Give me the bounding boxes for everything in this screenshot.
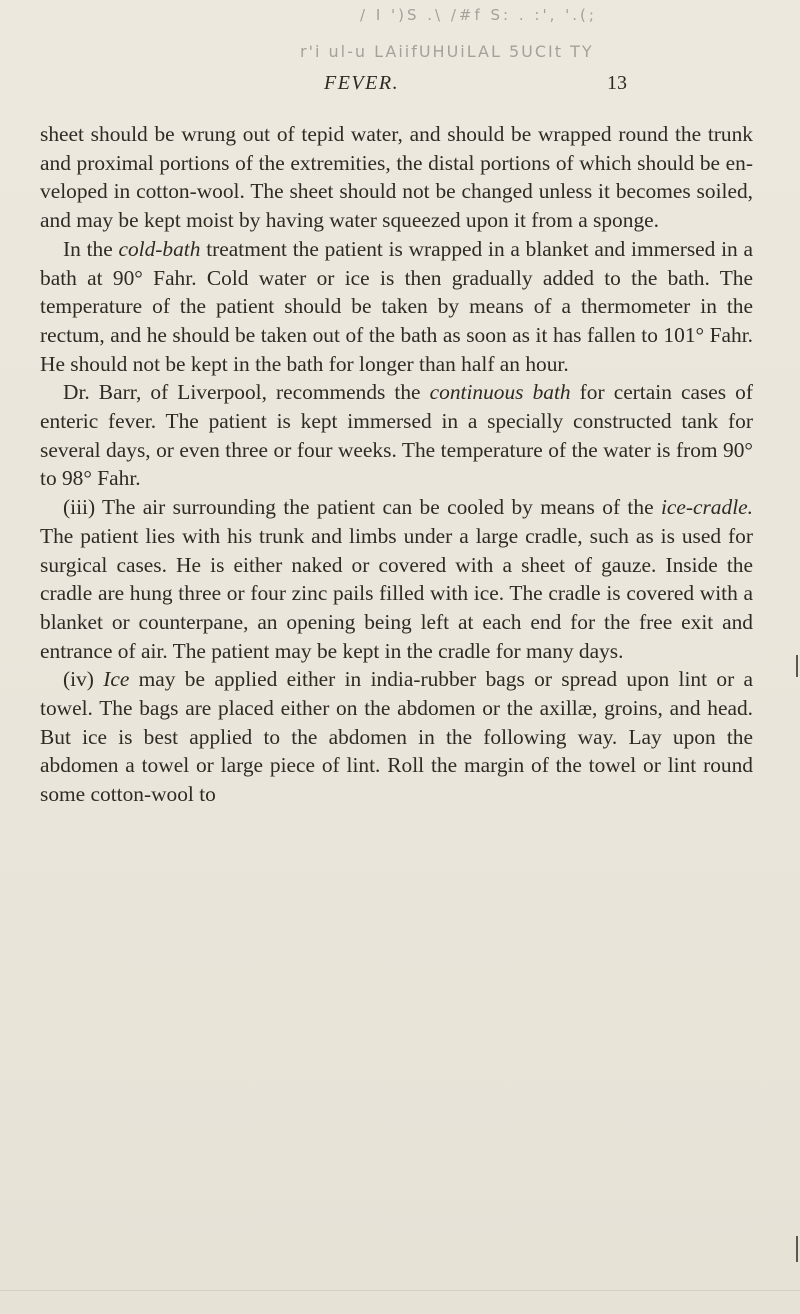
italic-term: continuous bath <box>429 380 571 405</box>
paragraph <box>40 120 753 235</box>
text-run: for certain cases of enteric fever. The patient is kept immersed in a specially constructed tank for several days, or even three or four weeks. The temperature of the water is from 90° to 98° Fahr. <box>40 380 753 491</box>
paragraph <box>40 493 753 665</box>
text-run: The patient lies with his trunk and limbs under a large cradle, such as is used for surgical cases. He is either naked or covered with a sheet of gauze. Inside the cradle are hung three or four zinc pails filled with ice. The cradle is covered with a blanket or counterpane, an opening being left at each end for the free exit and entrance of air. The patient may be kept in the cradle for many days. <box>40 523 753 663</box>
text-run: treatment the patient is wrapped in a blanket and immersed in a bath at 90° Fahr. Cold water or ice is then gradually added to the bath. The temperature of the patient should be taken by means of a thermometer in the rectum, and he should be taken out of the bath as soon as it has fallen to 101° Fahr. He should not be kept in the bath for longer than half an hour. <box>40 236 753 376</box>
paragraph <box>40 665 753 809</box>
text-run: sheet should be wrung out of tepid water, and should be wrapped round the trunk and proximal portions of the extremities, the distal portions of which should be en-veloped in cotton-wool. The sheet should not be changed unless it becomes soiled, and may be kept moist by having water squeezed upon it from a sponge. <box>40 122 753 233</box>
stamp-line-2: r'i ul-u LAiifUHUiLAL 5UCIt TY <box>300 42 594 61</box>
italic-term: Ice <box>103 667 130 692</box>
page-bottom-edge <box>0 1290 800 1291</box>
text-run: Dr. Barr, of Liverpool, recommends the <box>63 380 430 405</box>
text-run: In the <box>63 236 119 261</box>
text-run: (iii) The air surrounding the patient can be cooled by means of the <box>63 495 661 520</box>
page-number: 13 <box>607 72 627 94</box>
running-head <box>40 72 780 102</box>
paragraph <box>40 378 753 493</box>
text-run: may be applied either in india-rubber bags or spread upon lint or a towel. The bags are placed either on the abdomen or the axillæ, groins, and head. But ice is best applied to the abdomen in the following way. Lay upon the abdomen a towel or large piece of lint. Roll the margin of the towel or lint round some cotton-wool to <box>40 667 754 807</box>
body-text <box>40 120 753 809</box>
page-edge-mark <box>796 1236 798 1262</box>
paragraph <box>40 235 753 379</box>
italic-term: cold-bath <box>118 236 201 261</box>
page-edge-mark <box>796 655 798 677</box>
library-stamp <box>300 6 800 61</box>
italic-term: ice-cradle. <box>660 495 753 520</box>
text-run: (iv) <box>63 667 104 692</box>
stamp-line-1: / I ')S .\ /#f S: . :', '.(; <box>360 6 597 24</box>
running-title: FEVER. <box>324 72 400 94</box>
